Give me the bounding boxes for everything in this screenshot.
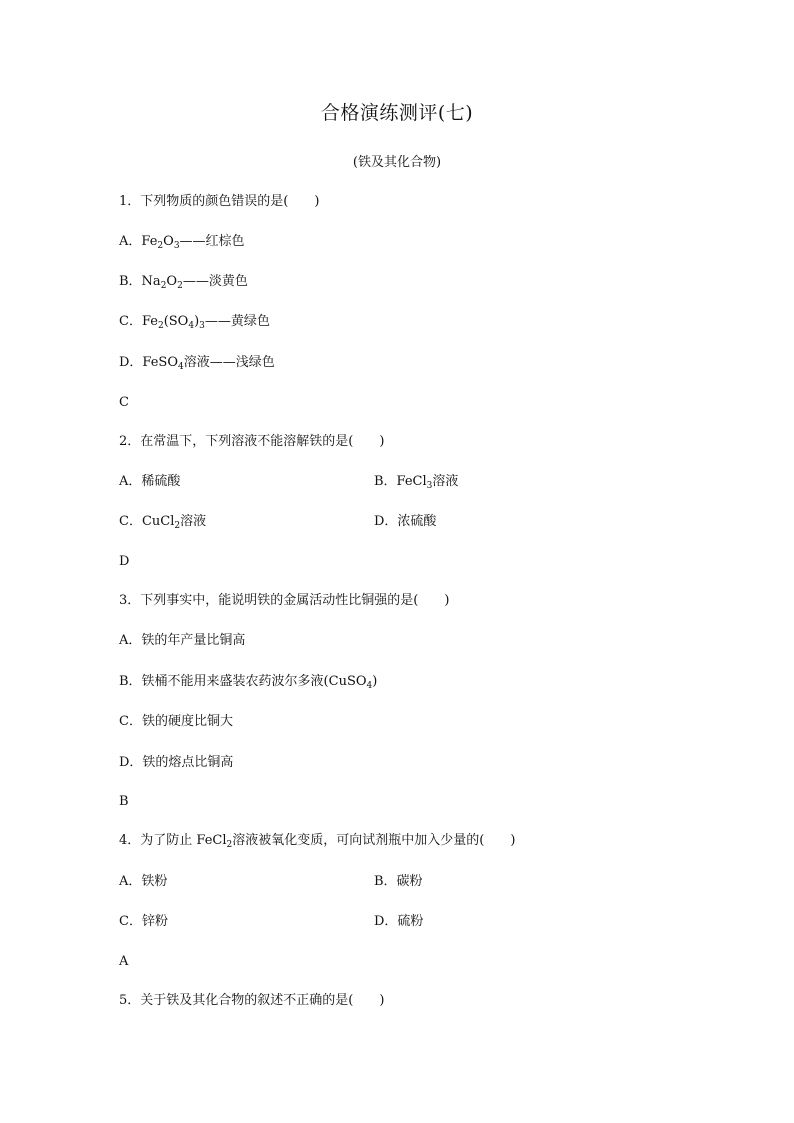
- question-5-stem: 5．关于铁及其化合物的叙述不正确的是( ): [119, 993, 385, 1008]
- page-title: 合格演练测评(七): [320, 102, 474, 124]
- question-2-option-c: C．CuCl$_2$溶液: [119, 514, 207, 531]
- question-3-option-c: C．铁的硬度比铜大: [119, 714, 233, 729]
- question-3-option-b: B．铁桶不能用来盛装农药波尔多液(CuSO$_4$): [119, 674, 378, 691]
- question-2-option-a: A．稀硫酸: [119, 474, 181, 489]
- question-1-option-d: D．FeSO$_4$溶液——浅绿色: [119, 355, 275, 372]
- question-4-answer: A: [119, 954, 129, 969]
- question-3-option-d: D．铁的熔点比铜高: [119, 755, 234, 770]
- question-3-answer: B: [119, 794, 129, 809]
- question-1-answer: C: [119, 395, 129, 410]
- question-3-stem: 3．下列事实中，能说明铁的金属活动性比铜强的是( ): [119, 593, 450, 608]
- page-subtitle: (铁及其化合物): [352, 155, 442, 170]
- question-2-option-d: D．浓硫酸: [374, 514, 437, 529]
- question-4-stem: 4．为了防止 FeCl$_2$溶液被氧化变质，可向试剂瓶中加入少量的( ): [119, 833, 516, 850]
- question-4-option-d: D．硫粉: [374, 914, 424, 929]
- question-1-stem: 1．下列物质的颜色错误的是( ): [119, 194, 320, 209]
- question-4-option-c: C．锌粉: [119, 914, 168, 929]
- question-2-answer: D: [119, 554, 130, 569]
- question-1-option-a: A．$Fe_2O_3——$红棕色: [119, 234, 245, 251]
- question-4-option-b: B．碳粉: [374, 874, 423, 889]
- question-2-stem: 2．在常温下，下列溶液不能溶解铁的是( ): [119, 434, 385, 449]
- question-3-option-a: A．铁的年产量比铜高: [119, 633, 246, 648]
- question-1-option-b: B．$Na_2O_2——$淡黄色: [119, 274, 248, 291]
- question-1-option-c: C．$Fe_2(SO_4)_3——$黄绿色: [119, 314, 270, 331]
- question-4-option-a: A．铁粉: [119, 874, 168, 889]
- question-2-option-b: B．FeCl$_3$溶液: [374, 474, 459, 491]
